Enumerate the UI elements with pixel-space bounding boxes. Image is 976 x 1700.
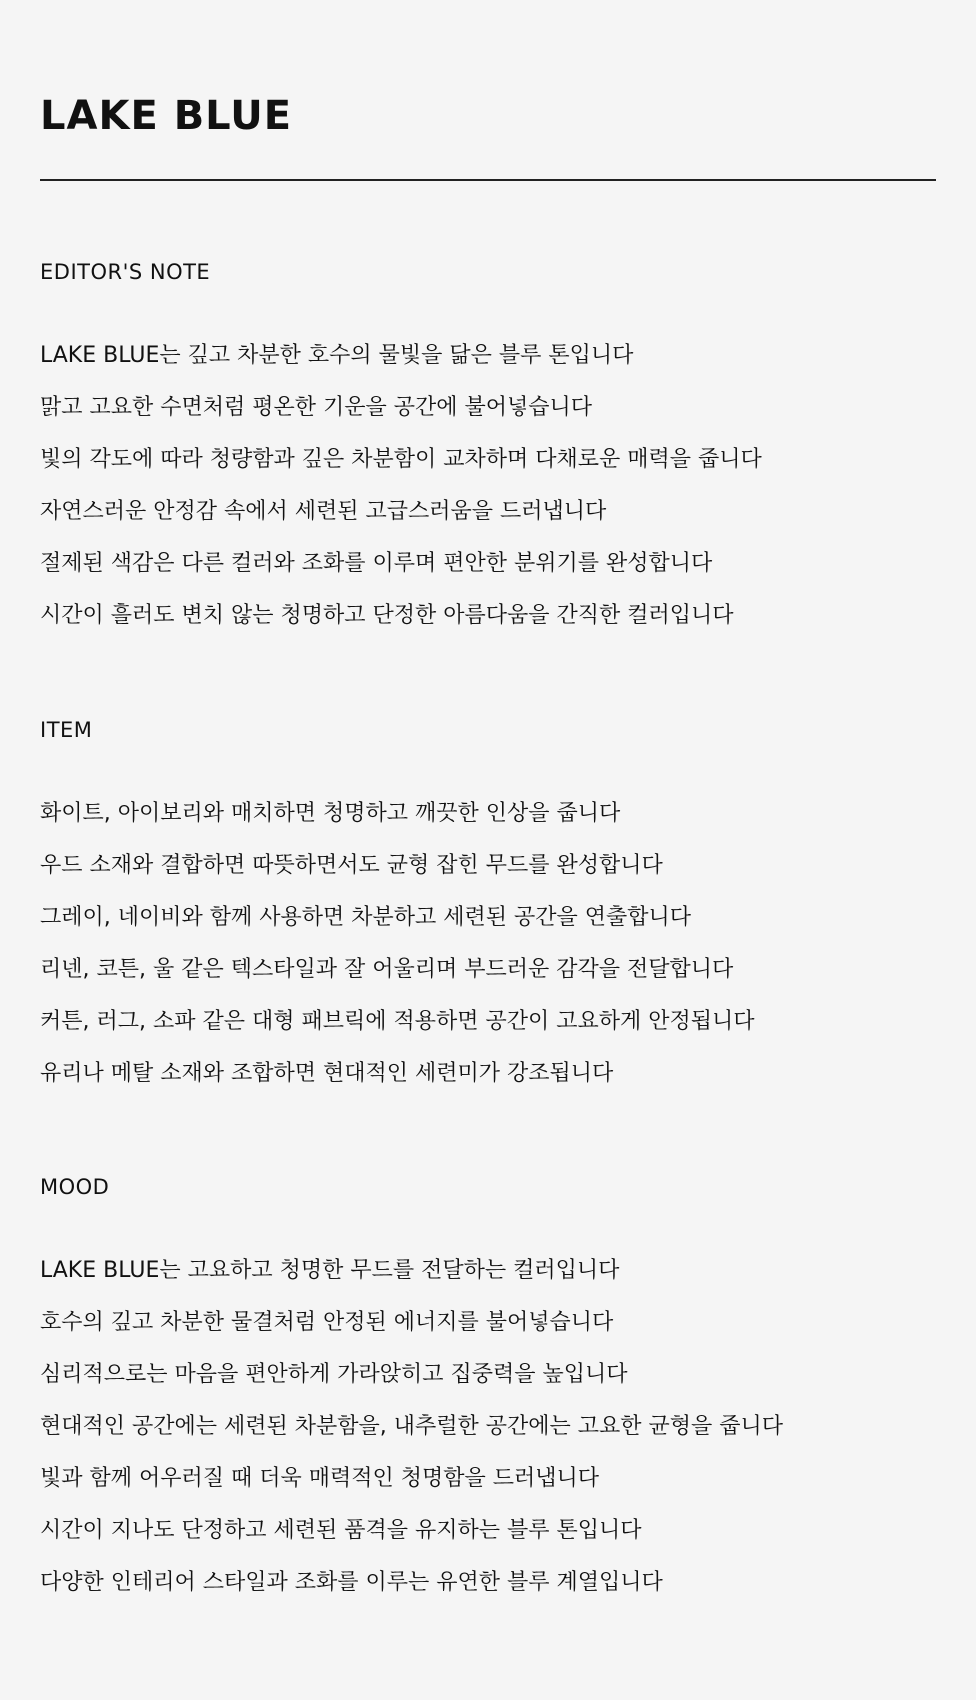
section-editors-note <box>40 257 936 642</box>
section-item <box>40 715 936 1100</box>
item-line: 그레이, 네이비와 함께 사용하면 차분하고 세련된 공간을 연출합니다 <box>40 905 692 930</box>
note-line: 빛의 각도에 따라 청량함과 깊은 차분함이 교차하며 다채로운 매력을 줍니다 <box>40 447 762 472</box>
note-line: 자연스러운 안정감 속에서 세련된 고급스러움을 드러냅니다 <box>40 499 607 524</box>
note-line: 시간이 흘러도 변치 않는 청명하고 단정한 아름다움을 간직한 컬러입니다 <box>40 603 734 628</box>
title-divider <box>40 179 936 181</box>
section-mood <box>40 1172 936 1609</box>
item-line: 유리나 메탈 소재와 조합하면 현대적인 세련미가 강조됩니다 <box>40 1061 614 1086</box>
item-line: 화이트, 아이보리와 매치하면 청명하고 깨끗한 인상을 줍니다 <box>40 801 621 826</box>
section-heading: ITEM <box>40 718 93 742</box>
section-heading: EDITOR'S NOTE <box>40 260 211 284</box>
section-lines <box>40 788 936 1100</box>
item-line: 리넨, 코튼, 울 같은 텍스타일과 잘 어울리며 부드러운 감각을 전달합니다 <box>40 957 734 982</box>
mood-line: 현대적인 공간에는 세련된 차분함을, 내추럴한 공간에는 고요한 균형을 줍니다 <box>40 1414 784 1439</box>
section-heading: MOOD <box>40 1175 110 1199</box>
note-line: 맑고 고요한 수면처럼 평온한 기운을 공간에 불어넣습니다 <box>40 395 593 420</box>
mood-line: 다양한 인테리어 스타일과 조화를 이루는 유연한 블루 계열입니다 <box>40 1570 663 1595</box>
note-line: LAKE BLUE는 깊고 차분한 호수의 물빛을 닮은 블루 톤입니다 <box>40 343 634 368</box>
note-line: 절제된 색감은 다른 컬러와 조화를 이루며 편안한 분위기를 완성합니다 <box>40 551 713 576</box>
mood-line: 빛과 함께 어우러질 때 더욱 매력적인 청명함을 드러냅니다 <box>40 1466 600 1491</box>
page-title: LAKE BLUE <box>40 93 293 139</box>
item-line: 커튼, 러그, 소파 같은 대형 패브릭에 적용하면 공간이 고요하게 안정됩니다 <box>40 1009 755 1034</box>
mood-line: LAKE BLUE는 고요하고 청명한 무드를 전달하는 컬러입니다 <box>40 1258 620 1283</box>
mood-line: 호수의 깊고 차분한 물결처럼 안정된 에너지를 불어넣습니다 <box>40 1310 614 1335</box>
mood-line: 시간이 지나도 단정하고 세련된 품격을 유지하는 블루 톤입니다 <box>40 1518 642 1543</box>
section-lines <box>40 1245 936 1609</box>
mood-line: 심리적으로는 마음을 편안하게 가라앉히고 집중력을 높입니다 <box>40 1362 628 1387</box>
section-lines <box>40 330 936 642</box>
item-line: 우드 소재와 결합하면 따뜻하면서도 균형 잡힌 무드를 완성합니다 <box>40 853 663 878</box>
